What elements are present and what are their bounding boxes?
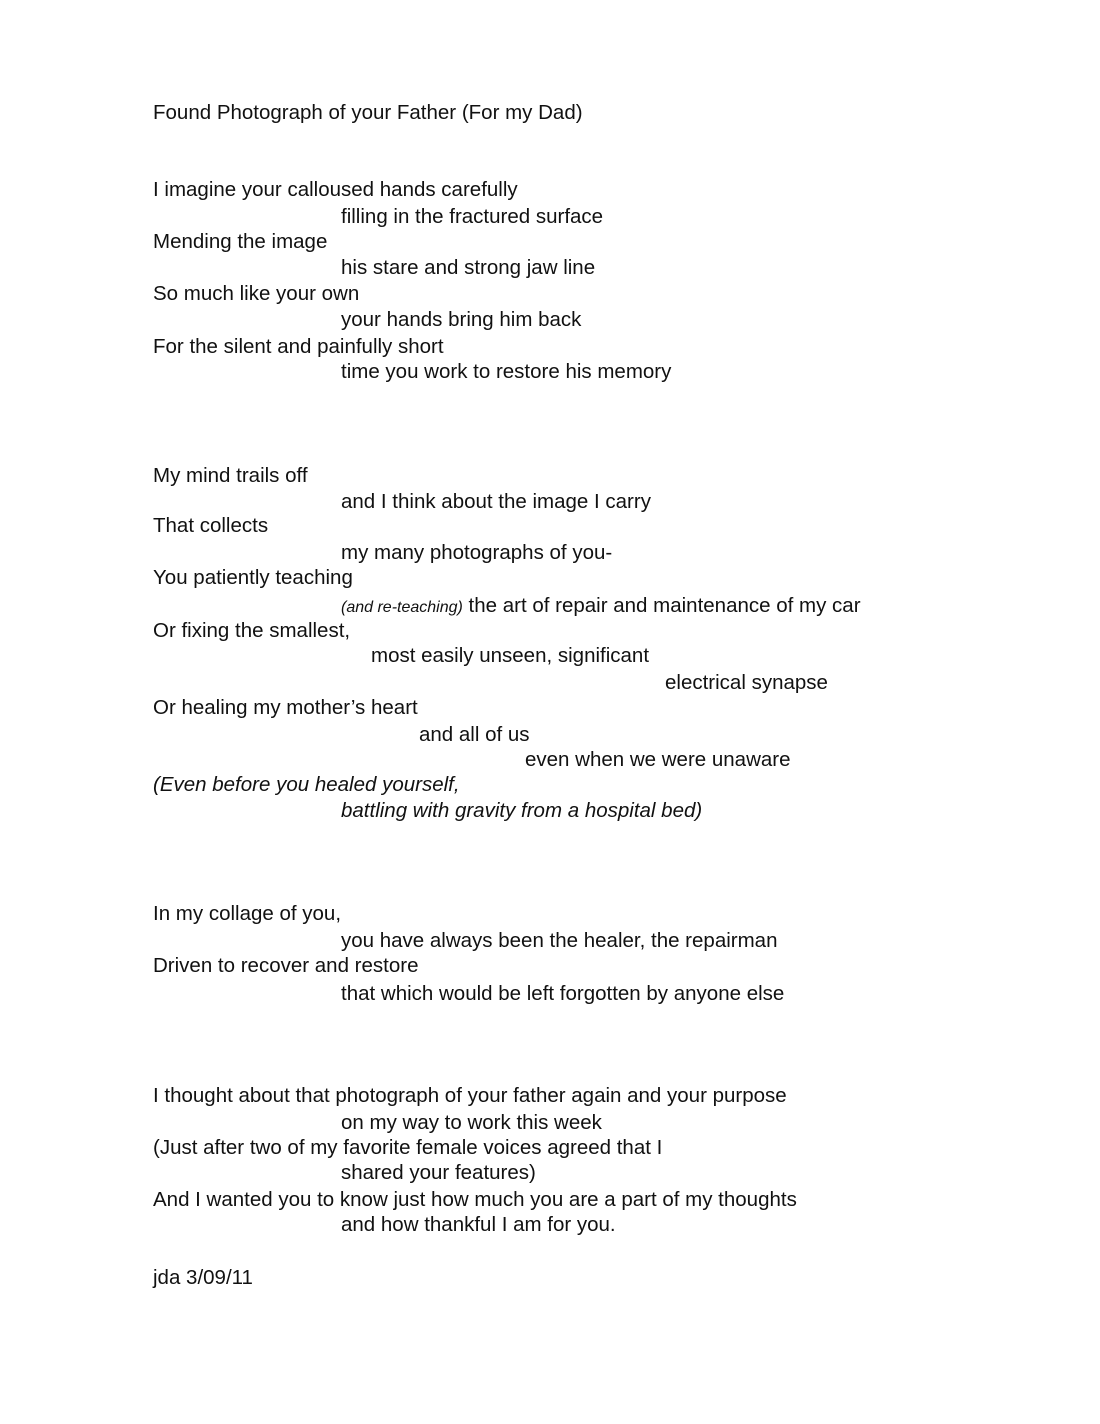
signature-date: jda 3/09/11 <box>153 1266 253 1289</box>
poem-line: even when we were unaware <box>525 748 791 771</box>
poem-line: electrical synapse <box>665 671 828 694</box>
poem-line: shared your features) <box>341 1161 536 1184</box>
poem-line: my many photographs of you- <box>341 541 613 564</box>
poem-line: (Just after two of my favorite female voices agreed that I <box>153 1136 663 1159</box>
poem-line: your hands bring him back <box>341 308 582 331</box>
poem-line: For the silent and painfully short <box>153 335 444 358</box>
poem-line: My mind trails off <box>153 464 308 487</box>
poem-line-rest: the art of repair and maintenance of my car <box>462 594 861 617</box>
poem-line: time you work to restore his memory <box>341 360 672 383</box>
poem-line: filling in the fractured surface <box>341 205 604 228</box>
poem-line: Or fixing the smallest, <box>153 619 351 642</box>
poem-line: Mending the image <box>153 230 328 253</box>
poem-line: battling with gravity from a hospital bed) <box>341 799 703 822</box>
poem-line: So much like your own <box>153 282 360 305</box>
poem-line: That collects <box>153 514 269 537</box>
poem-line: most easily unseen, significant <box>371 644 650 667</box>
poem-line: Or healing my mother’s heart <box>153 696 418 719</box>
poem-line: that which would be left forgotten by anyone else <box>341 982 785 1005</box>
poem-line: and I think about the image I carry <box>341 490 651 513</box>
poem-line: You patiently teaching <box>153 566 353 589</box>
poem-line: and all of us <box>419 723 530 746</box>
poem-line: his stare and strong jaw line <box>341 256 596 279</box>
aside-text: (and re-teaching) <box>341 599 463 616</box>
poem-line: I thought about that photograph of your father again and your purpose <box>153 1084 787 1107</box>
poem-line: and how thankful I am for you. <box>341 1213 616 1236</box>
poem-line: you have always been the healer, the repairman <box>341 929 778 952</box>
poem-line <box>341 594 861 620</box>
poem-title: Found Photograph of your Father (For my Dad) <box>153 101 583 124</box>
poem-line: In my collage of you, <box>153 902 342 925</box>
poem-line: I imagine your calloused hands carefully <box>153 178 518 201</box>
poem-line: on my way to work this week <box>341 1111 602 1134</box>
poem-line: (Even before you healed yourself, <box>153 773 460 796</box>
poem-line: And I wanted you to know just how much you are a part of my thoughts <box>153 1188 797 1211</box>
poem-line: Driven to recover and restore <box>153 954 419 977</box>
